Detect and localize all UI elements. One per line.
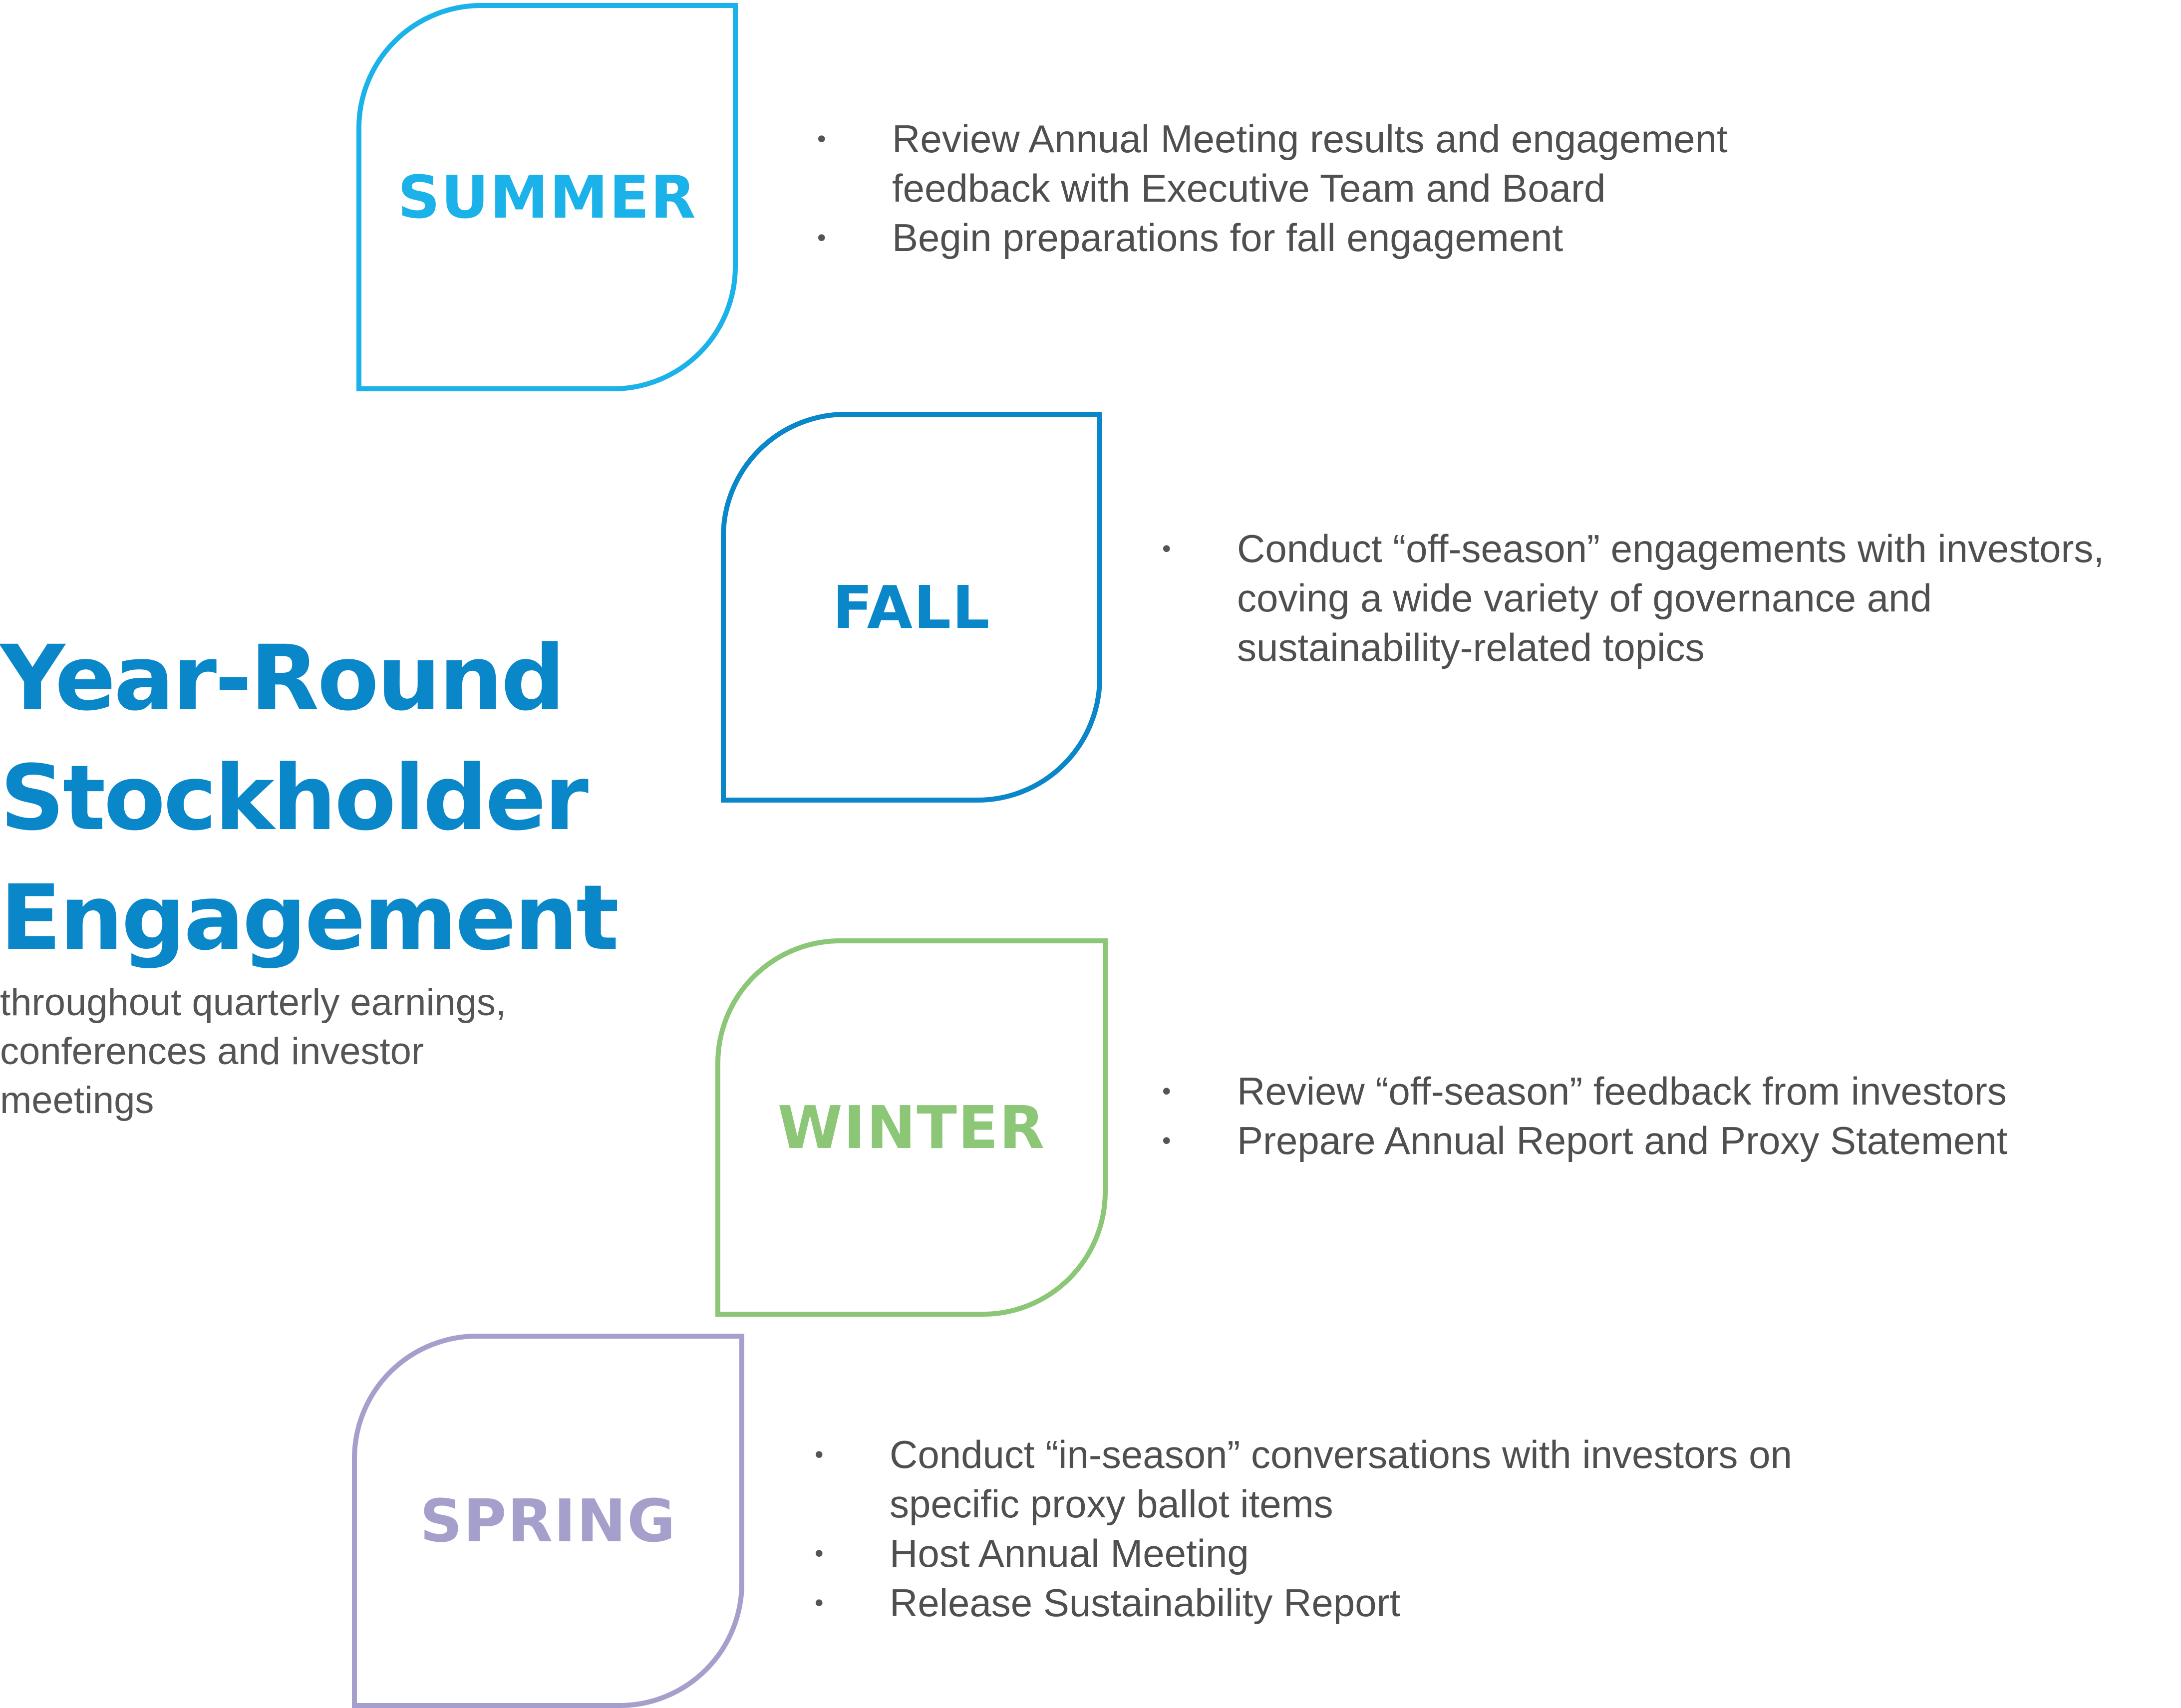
- bullet-icon: •: [815, 1539, 824, 1567]
- list-item: [815, 1529, 1792, 1578]
- subtitle-line: meetings: [0, 1079, 154, 1122]
- season-label-spring: SPRING: [420, 1486, 676, 1555]
- page-title: [0, 619, 649, 978]
- season-label-winter: WINTER: [777, 1093, 1046, 1162]
- bullet-icon: •: [1162, 535, 1171, 563]
- list-item-line: sustainability-related topics: [1237, 625, 1705, 669]
- season-label-fall: FALL: [832, 572, 991, 642]
- list-item-line: Prepare Annual Report and Proxy Statement: [1237, 1119, 2008, 1162]
- title-line: Engagement: [0, 866, 618, 970]
- title-line: Stockholder: [0, 746, 587, 851]
- list-item: [1162, 524, 2104, 672]
- season-leaf-fall: [721, 412, 1102, 803]
- bullet-icon: •: [817, 125, 826, 153]
- season-bullets-spring: [815, 1430, 1792, 1628]
- list-item: [1162, 1067, 2008, 1116]
- bullet-icon: •: [817, 224, 826, 252]
- subtitle-line: conferences and investor: [0, 1030, 424, 1073]
- subtitle: [0, 978, 649, 1125]
- list-item: [817, 213, 1728, 263]
- list-item-line: Review “off-season” feedback from investors: [1237, 1069, 2007, 1113]
- bullet-icon: •: [815, 1440, 824, 1468]
- list-item-line: specific proxy ballot items: [890, 1482, 1333, 1526]
- title-block: [0, 619, 649, 1125]
- season-label-summer: SUMMER: [397, 163, 697, 232]
- list-item-line: Begin preparations for fall engagement: [892, 216, 1563, 260]
- title-line: Year-Round: [0, 626, 564, 731]
- season-leaf-summer: [356, 3, 738, 391]
- list-item-line: Conduct “off-season” engagements with investors,: [1237, 527, 2105, 570]
- list-item: [815, 1578, 1792, 1628]
- subtitle-line: throughout quarterly earnings,: [0, 981, 506, 1024]
- list-item-line: Host Annual Meeting: [890, 1531, 1249, 1575]
- list-item: [1162, 1116, 2008, 1165]
- list-item: [815, 1430, 1792, 1529]
- list-item-line: coving a wide variety of governance and: [1237, 576, 1932, 620]
- list-item-line: Conduct “in-season” conversations with investors on: [890, 1432, 1792, 1476]
- season-leaf-spring: [352, 1334, 744, 1708]
- season-leaf-winter: [715, 938, 1108, 1317]
- list-item-line: feedback with Executive Team and Board: [892, 166, 1606, 210]
- season-bullets-fall: [1162, 524, 2104, 672]
- season-bullets-summer: [817, 114, 1728, 263]
- list-item: [817, 114, 1728, 213]
- list-item-line: Release Sustainability Report: [890, 1581, 1401, 1625]
- season-bullets-winter: [1162, 1067, 2008, 1165]
- bullet-icon: •: [1162, 1077, 1171, 1105]
- bullet-icon: •: [815, 1589, 824, 1617]
- bullet-icon: •: [1162, 1127, 1171, 1154]
- list-item-line: Review Annual Meeting results and engagement: [892, 117, 1728, 161]
